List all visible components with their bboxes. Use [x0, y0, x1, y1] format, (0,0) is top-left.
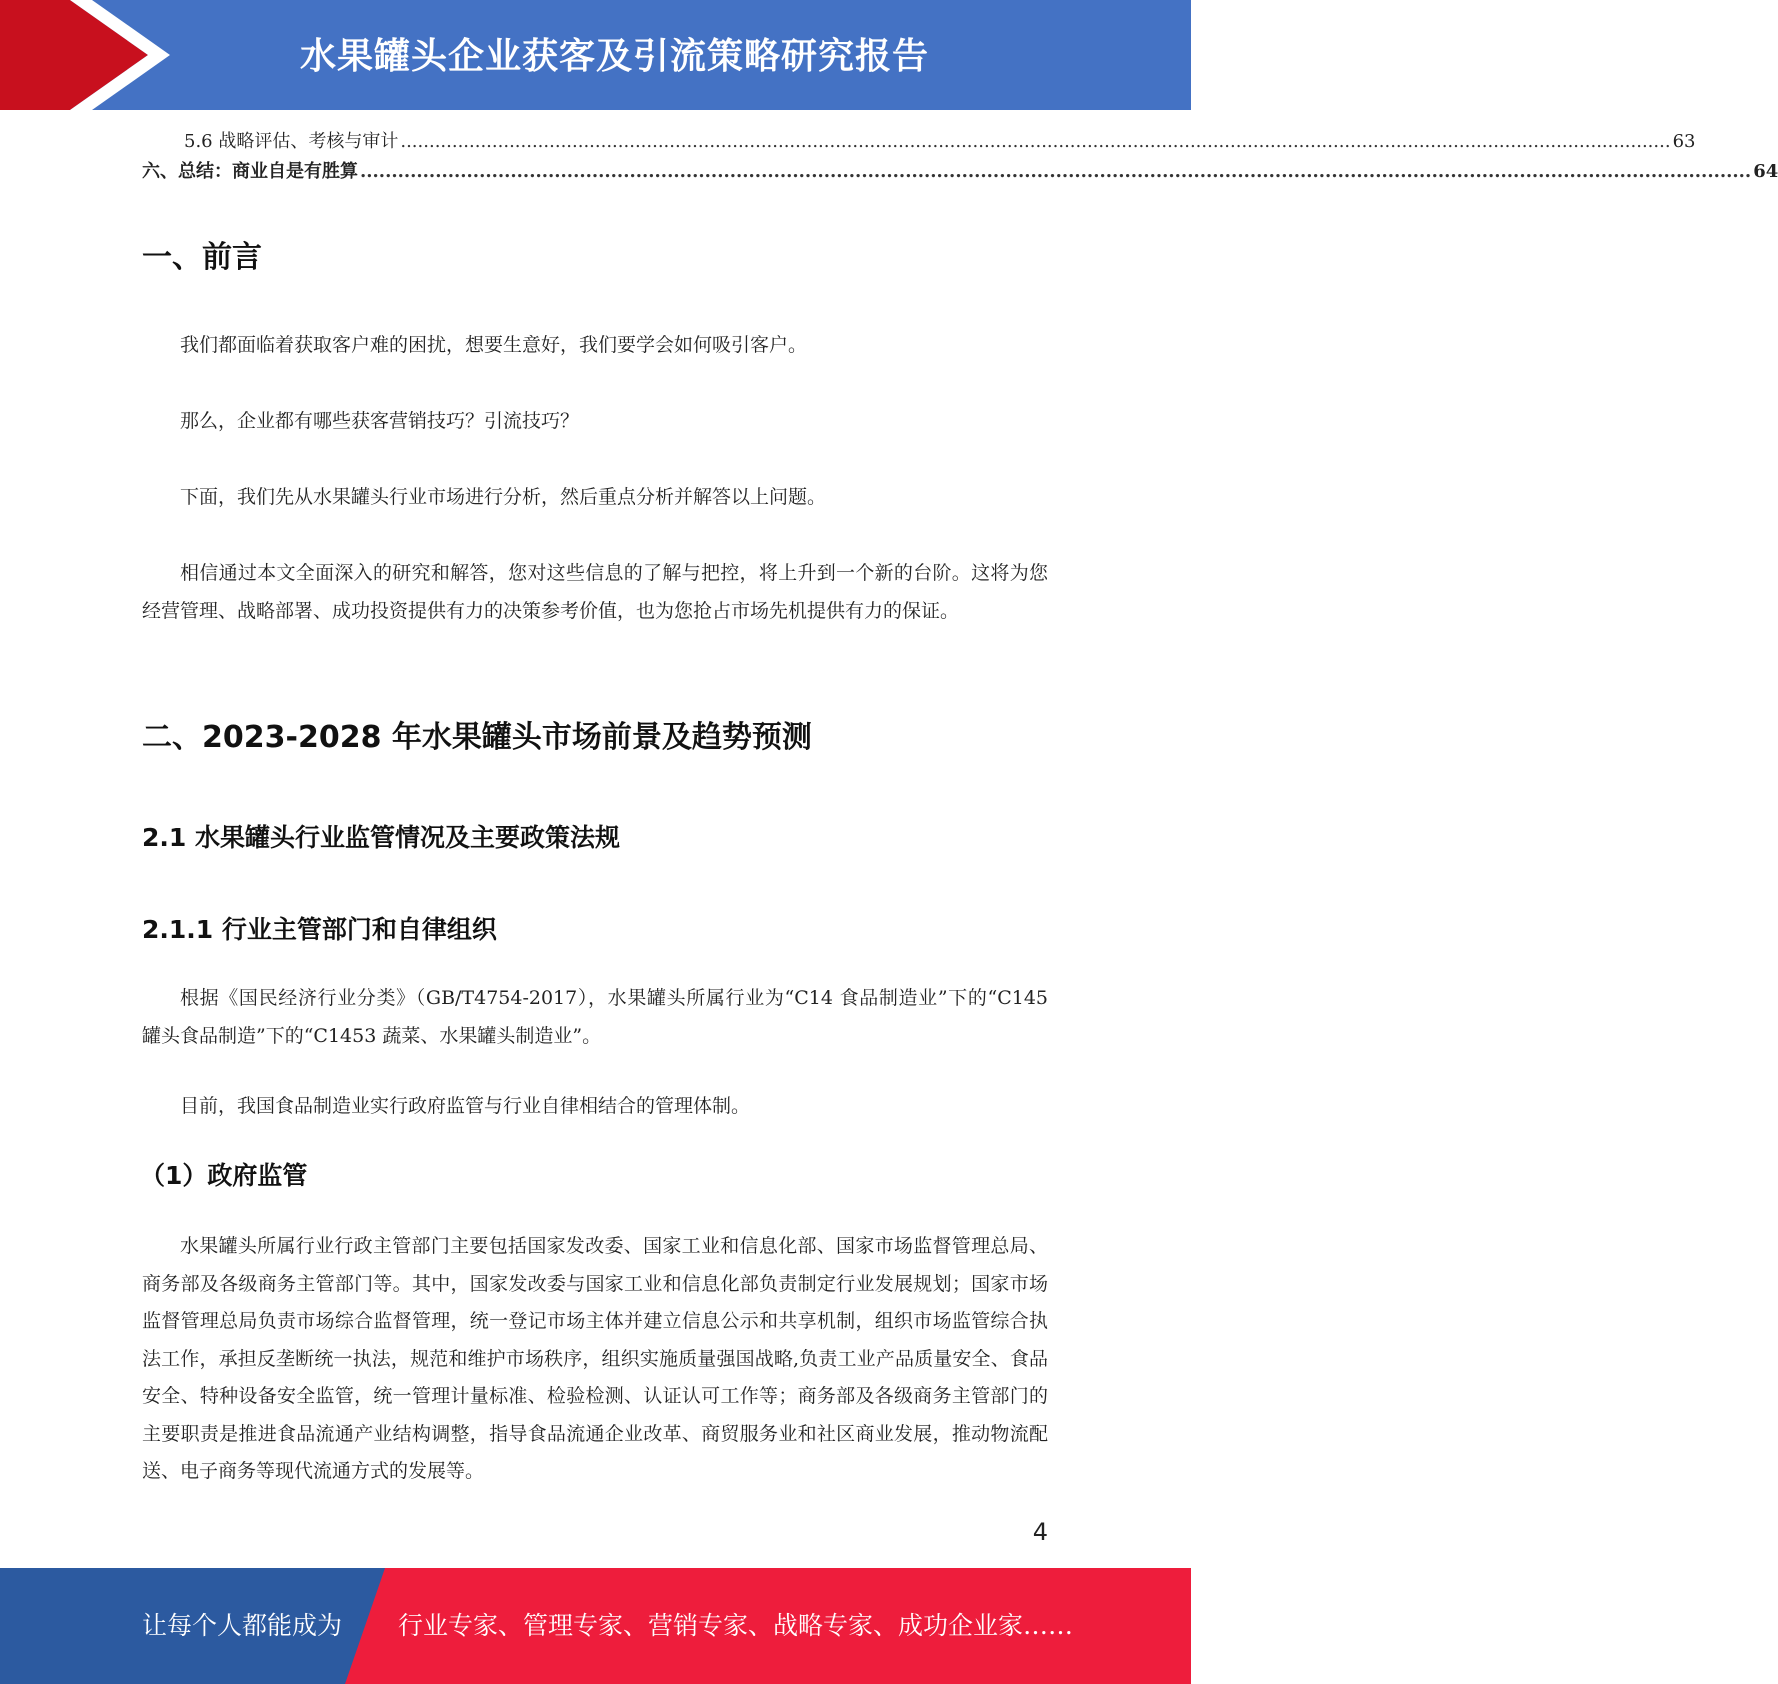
page-number: 4	[1032, 1518, 1048, 1546]
paragraph: 那么，企业都有哪些获客营销技巧？引流技巧？	[180, 410, 580, 432]
paragraph: 目前，我国食品制造业实行政府监管与行业自律相结合的管理体制。	[180, 1095, 751, 1117]
toc-entry-label: 六、总结：商业自是有胜算	[142, 161, 358, 182]
paragraph: 相信通过本文全面深入的研究和解答，您对这些信息的了解与把控，将上升到一个新的台阶。这将为您经营管理、战略部署、成功投资提供有力的决策参考价值，也为您抢占市场先机提供有力的保证。	[142, 562, 1048, 622]
toc-entry[interactable]	[142, 128, 1696, 158]
toc-leader-dots: ..............................................................................................................................................................................................................................	[400, 131, 1671, 152]
report-title: 水果罐头企业获客及引流策略研究报告	[300, 36, 930, 77]
page-header	[0, 0, 1191, 110]
footer-slogan-right: 行业专家、管理专家、营销专家、战略专家、成功企业家……	[398, 1611, 1074, 1640]
toc-entry[interactable]	[142, 158, 1778, 188]
toc-entry-page: 64	[1753, 161, 1778, 182]
subsection-heading-policy: 2.1 水果罐头行业监管情况及主要政策法规	[142, 823, 620, 852]
table-of-contents	[142, 128, 1778, 188]
toc-leader-dots: ..............................................................................................................................................................................................................................	[360, 161, 1752, 182]
section-heading-forecast: 二、2023-2028 年水果罐头市场前景及趋势预测	[142, 720, 812, 755]
subsection-heading-authority: 2.1.1 行业主管部门和自律组织	[142, 915, 497, 944]
toc-entry-label: 5.6 战略评估、考核与审计	[184, 131, 399, 152]
paragraph: 水果罐头所属行业行政主管部门主要包括国家发改委、国家工业和信息化部、国家市场监督管理总局、商务部及各级商务主管部门等。其中，国家发改委与国家工业和信息化部负责制定行业发展规划；国家市场监督管理总局负责市场综合监督管理，统一登记市场主体并建立信息公示和共享机制，组织市场监管综合执法工作，承担反垄断统一执法，规范和维护市场秩序，组织实施质量强国战略,负责工业产品质量安全、食品安全、特种设备安全监管，统一管理计量标准、检验检测、认证认可工作等；商务部及各级商务主管部门的主要职责是推进食品流通产业结构调整，指导食品流通企业改革、商贸服务业和社区商业发展，推动物流配送、电子商务等现代流通方式的发展等。	[142, 1235, 1048, 1482]
section-heading-preface: 一、前言	[142, 240, 262, 275]
page-footer	[0, 1568, 1191, 1684]
toc-entry-page: 63	[1672, 131, 1696, 152]
paragraph: 根据《国民经济行业分类》（GB/T4754-2017），水果罐头所属行业为“C14 食品制造业”下的“C145 罐头食品制造”下的“C1453 蔬菜、水果罐头制造业”。	[142, 987, 1048, 1047]
paragraph: 我们都面临着获取客户难的困扰，想要生意好，我们要学会如何吸引客户。	[180, 334, 808, 356]
paragraph: 下面，我们先从水果罐头行业市场进行分析，然后重点分析并解答以上问题。	[180, 486, 827, 508]
footer-slogan-left: 让每个人都能成为	[142, 1611, 343, 1640]
subsection-heading-government: （1）政府监管	[140, 1161, 308, 1190]
